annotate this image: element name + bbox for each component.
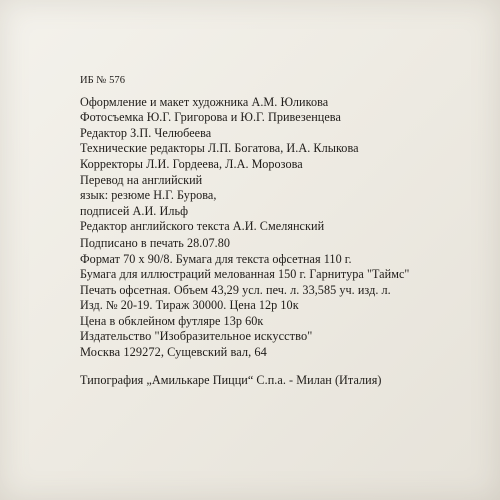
credit-line: Технические редакторы Л.П. Богатова, И.А. Клыкова [80, 141, 359, 156]
credit-line: Перевод на английский [80, 172, 203, 187]
credit-line: Редактор английского текста А.И. Смелянский [80, 219, 325, 234]
spec-line: Формат 70 x 90/8. Бумага для текста офсетная 110 г. [80, 251, 352, 266]
printer-line: Типография „Амилькаре Пицци“ С.п.а. - Милан (Италия) [80, 373, 382, 387]
printer-block [80, 373, 480, 389]
credit-line: Корректоры Л.И. Гордеева, Л.А. Морозова [80, 156, 303, 171]
publisher-name: Издательство "Изобразительное искусство" [80, 329, 313, 343]
publisher-block [80, 329, 480, 360]
credit-line: подписей А.И. Ильф [80, 203, 189, 218]
print-specs-block [80, 236, 480, 330]
credits-block [80, 73, 480, 235]
spec-line: Подписано в печать 28.07.80 [80, 236, 231, 250]
credit-line: Оформление и макет художника А.М. Юликова [80, 94, 329, 109]
spec-line: Цена в обклейном футляре 13р 60к [80, 313, 264, 328]
ib-number: ИБ № 576 [80, 75, 126, 86]
publisher-address: Москва 129272, Сущевский вал, 64 [80, 344, 267, 359]
credit-line: Фотосъемка Ю.Г. Григорова и Ю.Г. Привезенцева [80, 110, 341, 125]
credit-line: язык: резюме Н.Г. Бурова, [80, 188, 217, 203]
spec-line: Печать офсетная. Объем 43,29 усл. печ. л. 33,585 уч. изд. л. [80, 282, 391, 297]
spec-line: Изд. № 20-19. Тираж 30000. Цена 12р 10к [80, 298, 299, 313]
spec-line: Бумага для иллюстраций мелованная 150 г. Гарнитура "Таймс" [80, 267, 410, 282]
credit-line: Редактор З.П. Челюбеева [80, 125, 212, 140]
